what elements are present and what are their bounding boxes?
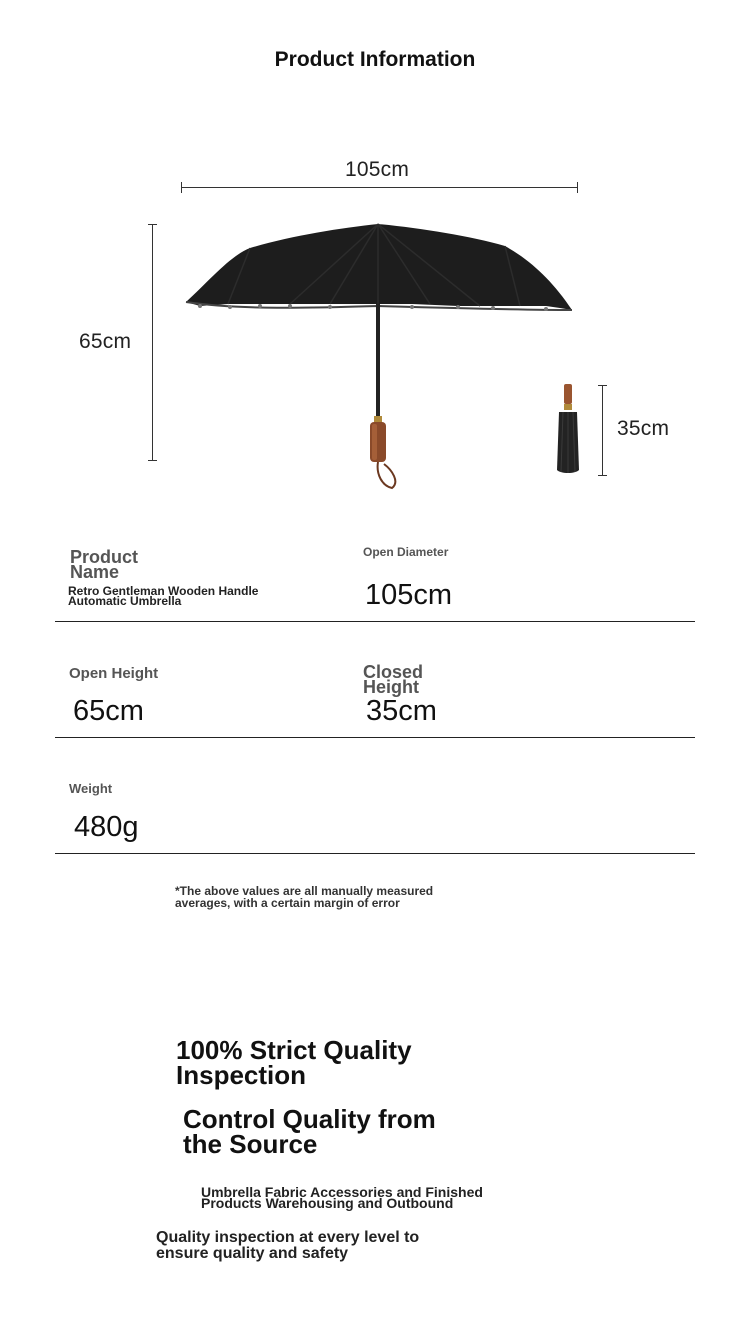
height-dimension [148,224,158,462]
quality-line-1: Umbrella Fabric Accessories and Finished Products Warehousing and Outbound [201,1184,483,1211]
open-diameter-label: Open Diameter [363,545,449,559]
open-height-label: Open Height [69,665,159,682]
divider [55,621,695,622]
closed-umbrella-image [553,382,583,478]
closed-height-value: 35cm [366,695,437,727]
weight-label: Weight [69,781,113,796]
closed-height-spec-label: Closed Height [363,662,424,697]
width-dimension [181,182,578,194]
divider [55,737,695,738]
quality-heading-1: 100% Strict Quality Inspection [176,1035,412,1090]
quality-line-2: Quality inspection at every level to ensure quality and safety [156,1229,420,1262]
closed-height-label: 35cm [617,417,670,440]
open-umbrella-image [180,218,580,493]
weight-value: 480g [74,811,139,843]
open-height-value: 65cm [73,695,144,727]
product-name-label: Product Name [70,547,139,582]
product-name-value: Retro Gentleman Wooden Handle Automatic Umbrella [68,584,259,608]
height-label: 65cm [79,330,132,353]
divider [55,853,695,854]
quality-heading-2: Control Quality from the Source [183,1104,436,1159]
closed-height-dimension [598,385,608,477]
page-title: Product Information [274,48,476,71]
width-label: 105cm [345,158,410,181]
open-diameter-value: 105cm [365,579,453,611]
measurement-note: *The above values are all manually measured averages, with a certain margin of error [175,884,434,910]
